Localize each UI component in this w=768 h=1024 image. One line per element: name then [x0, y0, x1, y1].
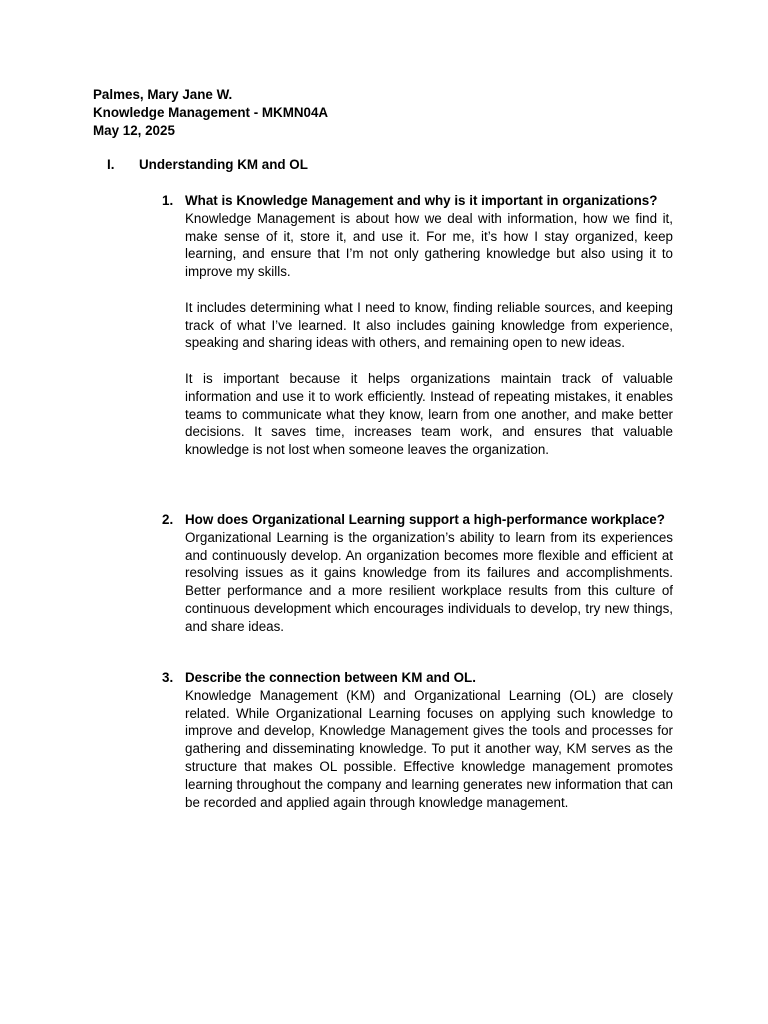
- question-3: [162, 669, 673, 811]
- answer-paragraph: Knowledge Management (KM) and Organizational Learning (OL) are closely related. While Organizational Learning focuses on applying such knowledge to improve and develop, Knowledge Management gives the tools and processes for gathering and disseminating knowledge. To put it another way, KM serves as the structure that makes OL possible. Effective knowledge management promotes learning throughout the company and learning generates new information that can be recorded and applied again through knowledge management.: [185, 687, 673, 810]
- answer-paragraph: Organizational Learning is the organization’s ability to learn from its experiences and continuously develop. An organization becomes more flexible and efficient at resolving issues as it gains knowledge from its failures and accomplishments. Better performance and a more resilient workplace results from this culture of continuous development which encourages individuals to develop, try new things, and share ideas.: [185, 529, 673, 634]
- question-title: Describe the connection between KM and OL.: [185, 670, 476, 685]
- section-title: Understanding KM and OL: [139, 157, 308, 172]
- section-heading: [107, 156, 308, 174]
- answer-paragraph: It is important because it helps organizations maintain track of valuable information and use it to work efficiently. Instead of repeating mistakes, it enables teams to communicate what they know, learn from one another, and make better decisions. It saves time, increases team work, and ensures that valuable knowledge is not lost when someone leaves the organization.: [185, 370, 673, 458]
- question-title: What is Knowledge Management and why is it important in organizations?: [185, 193, 658, 208]
- question-2: [162, 511, 673, 636]
- section-number: I.: [107, 157, 115, 172]
- question-number: 3.: [162, 670, 174, 685]
- question-number: 2.: [162, 512, 174, 527]
- question-1: [162, 192, 673, 459]
- answer-paragraph: Knowledge Management is about how we deal with information, how we find it, make sense of it, store it, and use it. For me, it’s how I stay organized, keep learning, and ensure that I’m not only gathering knowledge but also using it to improve my skills.: [185, 210, 673, 280]
- answer-paragraph: It includes determining what I need to know, finding reliable sources, and keeping track of what I’ve learned. It also includes gaining knowledge from experience, speaking and sharing ideas with others, and remaining open to new ideas.: [185, 299, 673, 351]
- course-title: Knowledge Management - MKMN04A: [93, 104, 329, 120]
- author-name: Palmes, Mary Jane W.: [93, 87, 233, 102]
- question-number: 1.: [162, 193, 174, 208]
- question-title: How does Organizational Learning support a high-performance workplace?: [185, 512, 665, 527]
- document-date: May 12, 2025: [93, 122, 175, 138]
- document-header: [93, 86, 328, 139]
